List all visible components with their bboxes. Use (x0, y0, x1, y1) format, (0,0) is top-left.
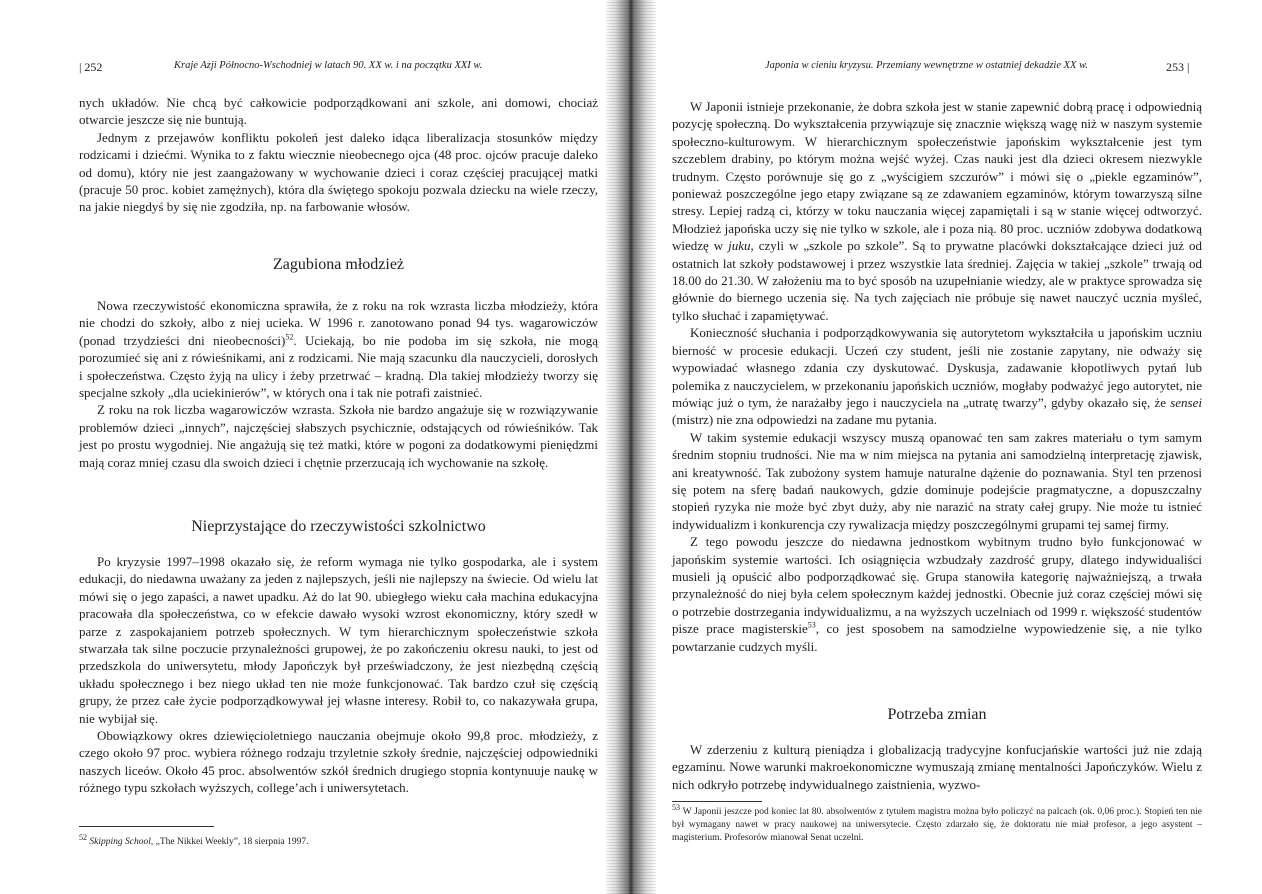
right-body (672, 98, 1202, 655)
left-section-1-body (79, 297, 598, 471)
paragraph: Nowa rzeczywistość ekonomiczna sprawiła, że z roku na rok wzrasta liczba młodzieży, która nie chodzi do szkoły, albo z niej ucieka. W 1996 r. zanotowano ponad 94 tys. wagarowiczów (ponad trzydzieści dni nieobecności)$^{52}$. Uciekają, bo nie podoba im się szkoła, nie mogą porozumieć się ani z rówieśnikami, ani z rodzicami. Nie mają szacunku dla nauczycieli, dorosłych i społeczeństwa. Często żyją na ulicy i żeby przetrwać – kradną. Dla takiej młodzieży tworzy się specjalne szkoły „dla uciekinierów”, w których ona i tak nie potrafi zaistnieć. (79, 298, 598, 401)
left-section-2 (79, 517, 598, 537)
paragraph: Z tego powodu jeszcze do niedawna jednostkom wybitnym trudno było funkcjonować w japońskim systemie wartości. Ich osiągnięcia wzbudzały zazdrość grupy, dlatego indywidualiści musieli ją opuścić albo podporządkować się. Grupa stanowiła kategorię najważniejszą, a trwała przynależność do niej była celem społecznym każdej jednostki. Obecnie już coraz częściej mówi się o potrzebie dostrzegania indywidualizmu, a na wyższych uczelniach od 1999 r. większość studentów pisze prace magisterskie$^{53}$, co jest sposobem na samodzielne wypowiedzenie się, a nie tylko powtarzanie cudzych myśli. (672, 534, 1202, 654)
right-section-body (672, 741, 1202, 793)
paragraph: W zderzeniu z kulturą pieniądza i globalizacją tradycyjne konfucjańskie wartości już nie zdają egzaminu. Nowe warunki makroekonomiczne wymuszają zmianę mentalności Japończyków. Wielu z nich odkryło potrzebę indywidualnego zaistnienia, wyzwo- (672, 742, 1202, 792)
left-body-top (79, 94, 598, 216)
paragraph: W Japonii istnieje przekonanie, że dobra szkoła jest w stanie zapewnić dobrą pracę i odpowiednią pozycję społeczną. Do wykształcenia przywiązuje się znacznie większą wagę niż w naszym systemie społeczno-kulturowym. W hierarchicznym społeczeństwie japońskim wykształcenie jest tym szczeblem drabiny, po którym można wejść wyżej. Czas nauki jest dla dzieci okresem niezwykle trudnym. Często porównuje się go z „wyścigiem szczurów” i mówi się o „piekle egzaminów”, ponieważ poszczególne jego etapy związane są ze zdawaniem egzaminów, którym towarzyszą silne stresy. Lepiej radzą ci, którzy w toku nauczania więcej zapamiętali i są w stanie więcej odtworzyć. Młodzież japońska uczy się nie tylko w szkole, ale i poza nią. 80 proc. uczniów zdobywa dodatkową wiedzę w juku, czyli w „szkole po szkole”. Są to prywatne placówki dokształcające dzieci już od ostatnich lat szkoły podstawowej i przez wszystkie lata średniej. Zajęcia w takiej „szkole” trwają od 18.00 do 21.30. W założeniu ma to być sposób na uzupełnianie wiedzy, ale w praktyce sprowadza się głównie do biernego uczenia się. Na tych zajęciach nie próbuje się nawet nauczyć ucznia myśleć, tylko słuchać i zapamiętywać. (672, 99, 1203, 323)
right-page-number: 253 | (1166, 60, 1190, 74)
footnote-ref: 52 (285, 332, 294, 342)
right-section (672, 705, 1202, 725)
left-page-number: | 252 (79, 60, 103, 74)
left-footnote: $^{52}$ Skipping School, „The Nikkei Weekly”, 18 sierpnia 1997. (79, 832, 309, 847)
footnote-rule (79, 826, 214, 827)
footnote-title: Skipping School (89, 837, 151, 847)
left-running-head: Kraje Azji Północno-Wschodniej w latach 90. XX w. i na początku XXI w. (174, 60, 483, 71)
book-spine-shadow (606, 0, 656, 894)
paragraph: Po kryzysie 1997–1998 okazało się, że reform wymaga nie tylko gospodarka, ale i system edukacji, do niedawna uważany za jeden z najlepszych, jeśli nie najlepszy na świecie. Od wielu lat mówi się o jego zapaści, a nawet upadku. Aż do lat 90. ubiegłego wieku cała machina edukacyjna pracowała dla społeczeństwa, co w efekcie dawało wysoki wzrost ekonomiczny, który szedł w parze z zaspokajaniem potrzeb społecznych. W tym hierarchicznym społeczeństwie szkoła stwarzała tak silne poczucie przynależności grupowej, że po zakończeniu okresu nauki, to jest od przedszkola do uniwersytetu, młody Japończyk był przeświadczony, że jest niezbędną częścią układu społecznego i bez niego układ ten nie może funkcjonować. Tak bardzo czuł się częścią grupy, że przez całe życie podporządkowywał jej własne interesy. Robił to, co nakazywała grupa, nie wybijał się. (79, 554, 598, 726)
paragraph: W takim systemie edukacji wszyscy muszą opanować ten sam zakres materiału o tym samym średnim stopniu trudności. Nie ma w nim miejsca na pytania ani samodzielną interpretację zjawisk, ani kreatywność. Tak zubożony system hamuje naturalne dążenie do poznawania. Styl ten przenosi się potem na sferę badań naukowych, gdzie dominuje podejście pragmatyczne, a dopuszczalny stopień ryzyka nie może być zbyt duży, aby nie narazić na straty całej grupy. Nie może tu istnieć indywidualizm i konkurencja czy rywalizacja między poszczególnymi grupami tej samej firmy. (672, 429, 1202, 532)
section-heading: Zagubiona młodzież (272, 256, 405, 273)
paragraph: Jednym z przejawów konfliktu pokoleń jest daleko idąca liberalizacja stosunków między rodzicami i dziećmi. Wynika to z faktu wiecznie nieobecnego ojca (48 proc. ojców pracuje daleko od domu), który nie jest zaangażowany w wychowanie dzieci i coraz częściej pracującej matki (pracuje 50 proc. kobiet zamężnych), która dla świętego spokoju pozwala dziecku na wiele rzeczy, na jakie niegdyś by się nie zgodziła, np. na farbowanie włosów. (79, 129, 598, 215)
footnote-marker: 52 (79, 832, 87, 842)
section-heading: Nieprzystające do rzeczywistości szkolnictwo (191, 518, 486, 535)
right-running-head: Japonia w cieniu kryzysu. Przemiany wewnętrzne w ostatniej dekadzie XX w. (765, 60, 1088, 71)
left-section-2-body (79, 553, 598, 797)
footnote-rule (672, 801, 762, 802)
right-page (652, 0, 1262, 894)
right-footnote: $^{53}$ W Japonii jeszcze pod koniec lat 80. absolwentów z tytułem magistra można było policzyć na palcach (ok. 0,06 proc.). Stopień ten nie był wymagany nawet w pracy naukowej na uniwersytecie. Często zdarzało się, że doktoratu nie miał profesor, a jego asystent – magisterium. Profesorów mianował Senat uczelni. (672, 802, 1202, 843)
paragraph: Obowiązkowy okres dziewięcioletniego nauczania obejmuje około 99,8 proc. młodzieży, z czego około 97 proc. wybiera różnego rodzaju trzyletnie szkoły średnie, najczęściej odpowiedniki naszych liceów. Około 45 proc. absolwentów szkół średnich drugiego stopnia kontynuuje naukę w różnego typu szkołach wyższych, college’ach i uniwersytetach. (79, 728, 598, 796)
left-page (0, 0, 612, 894)
paragraph: nych układów. Nie chcą być całkowicie podporządkowani ani szkole, ani domowi, chociaż otwarcie jeszcze się nie buntują. (79, 95, 598, 128)
footnote-marker: 53 (672, 802, 680, 812)
footnote-ref: 53 (807, 620, 816, 630)
section-heading: Potrzeba zmian (887, 706, 987, 723)
paragraph: Konieczność słuchania i podporządkowywania się autorytetom wykształciła u japońskim uczniu bierność w procesie edukacji. Uczeń czy student, jeśli nie zostanie zapytany, nie odważy się wypowiadać własnego zdania czy dyskutować. Dyskusja, zadawanie kłopotliwych pytań lub polemika z nauczycielem, w przekonaniu japońskich uczniów, mogłaby podważyć jego autorytet, nie mówiąc już o tym, że narażałby jego i nauczyciela na „utratę twarzy”, gdyby okazało się, że sensei (mistrz) nie zna odpowiedzi na zadane mu pytania. (672, 325, 1202, 428)
left-section-1 (79, 255, 598, 275)
paragraph: Z roku na rok liczba wagarowiczów wzrasta. Szkoła nie bardzo angażuje się w rozwiązywanie problemów dzieci „innych”, najczęściej słabszych psychicznie, odstających od rówieśników. Tak jest po prostu wygodniej. Nie angażują się też matki, które w pogoni za dodatkowymi pieniędzmi mają coraz mniej czasu dla swoich dzieci i chętnie przerzucają ich wychowanie na szkołę. (79, 402, 598, 470)
